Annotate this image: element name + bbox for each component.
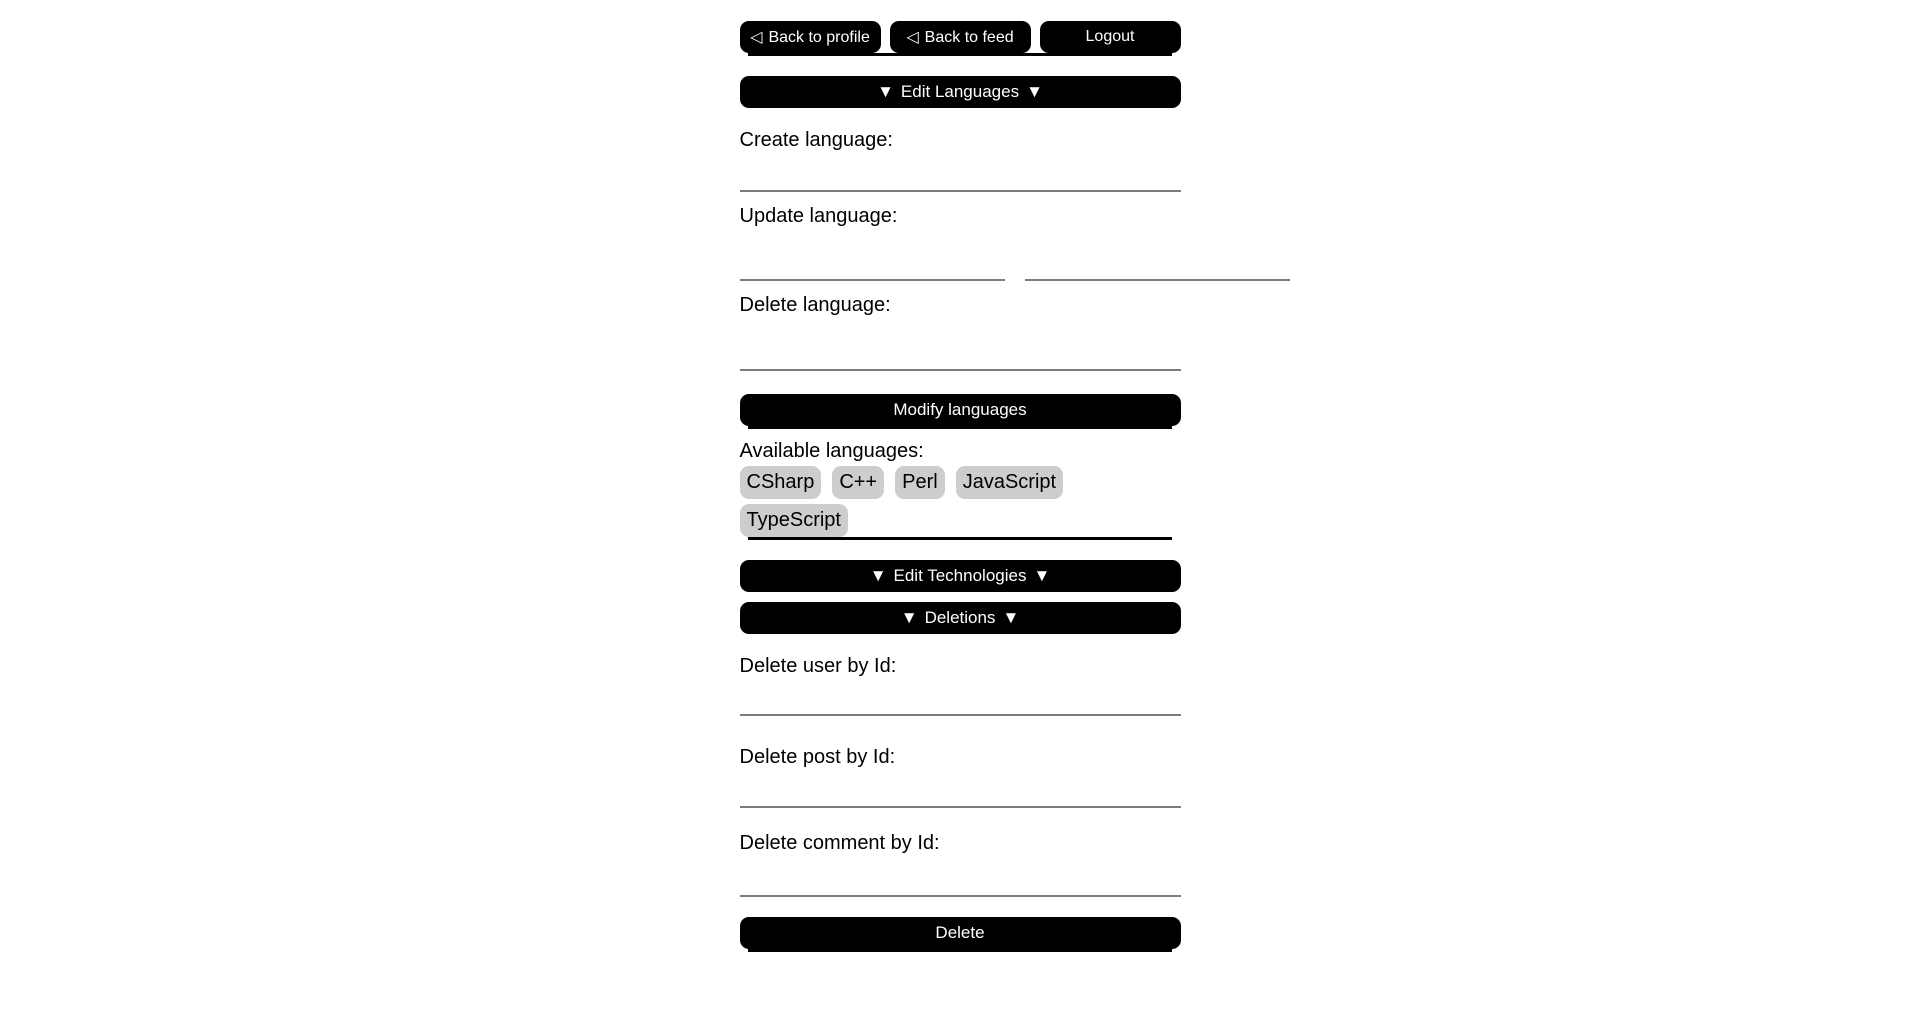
divider xyxy=(748,537,1172,540)
delete-comment-group xyxy=(740,832,1181,897)
chevron-down-icon: ▼ xyxy=(1026,82,1043,101)
update-language-to-input[interactable] xyxy=(1025,228,1290,281)
create-language-group xyxy=(740,129,1181,192)
edit-languages-label: Edit Languages xyxy=(900,82,1020,101)
available-languages-label: Available languages: xyxy=(739,440,924,462)
logout-button[interactable] xyxy=(1040,21,1181,53)
language-chip[interactable]: Perl xyxy=(895,466,945,499)
back-to-profile-button[interactable] xyxy=(740,21,881,53)
top-nav xyxy=(740,21,1181,53)
language-chip[interactable]: CSharp xyxy=(740,466,822,499)
chevron-down-icon: ▼ xyxy=(869,566,887,585)
update-language-label: Update language: xyxy=(739,205,898,227)
chevron-down-icon: ▼ xyxy=(877,82,894,101)
back-to-feed-button[interactable] xyxy=(890,21,1031,53)
delete-comment-label: Delete comment by Id: xyxy=(739,832,940,854)
update-language-from-input[interactable] xyxy=(740,228,1005,281)
delete-user-label: Delete user by Id: xyxy=(739,655,897,677)
deletions-label: Deletions xyxy=(924,608,996,627)
edit-languages-toggle[interactable] xyxy=(740,76,1181,108)
edit-technologies-label: Edit Technologies xyxy=(893,566,1027,585)
delete-user-input[interactable] xyxy=(740,678,1181,716)
update-language-group xyxy=(740,205,1181,281)
delete-language-group xyxy=(740,294,1181,371)
back-triangle-icon: ◁ xyxy=(750,29,763,46)
back-triangle-icon: ◁ xyxy=(906,29,919,46)
divider xyxy=(748,949,1172,952)
chevron-down-icon: ▼ xyxy=(1002,608,1020,627)
chevron-down-icon: ▼ xyxy=(900,608,918,627)
delete-language-input[interactable] xyxy=(740,317,1181,371)
chevron-down-icon: ▼ xyxy=(1033,566,1051,585)
available-languages-list xyxy=(740,466,1181,537)
create-language-input[interactable] xyxy=(740,152,1181,192)
delete-button-label: Delete xyxy=(935,923,985,942)
modify-languages-label: Modify languages xyxy=(893,400,1027,419)
language-chip[interactable]: C++ xyxy=(832,466,884,499)
modify-languages-button[interactable] xyxy=(740,394,1181,426)
update-language-inputs xyxy=(740,228,1181,281)
delete-post-group xyxy=(740,746,1181,808)
delete-post-label: Delete post by Id: xyxy=(739,746,896,768)
back-to-profile-label: Back to profile xyxy=(768,29,870,46)
create-language-label: Create language: xyxy=(739,129,893,151)
delete-comment-input[interactable] xyxy=(740,855,1181,897)
back-to-feed-label: Back to feed xyxy=(924,29,1014,46)
edit-technologies-toggle[interactable] xyxy=(740,560,1181,592)
divider xyxy=(748,426,1172,429)
divider xyxy=(748,53,1172,56)
language-chip[interactable]: TypeScript xyxy=(740,504,848,537)
language-chip[interactable]: JavaScript xyxy=(956,466,1063,499)
delete-button[interactable] xyxy=(740,917,1181,949)
deletions-toggle[interactable] xyxy=(740,602,1181,634)
admin-panel xyxy=(740,0,1181,952)
delete-post-input[interactable] xyxy=(740,769,1181,808)
logout-label: Logout xyxy=(1085,28,1135,45)
delete-language-label: Delete language: xyxy=(739,294,891,316)
delete-user-group xyxy=(740,655,1181,716)
